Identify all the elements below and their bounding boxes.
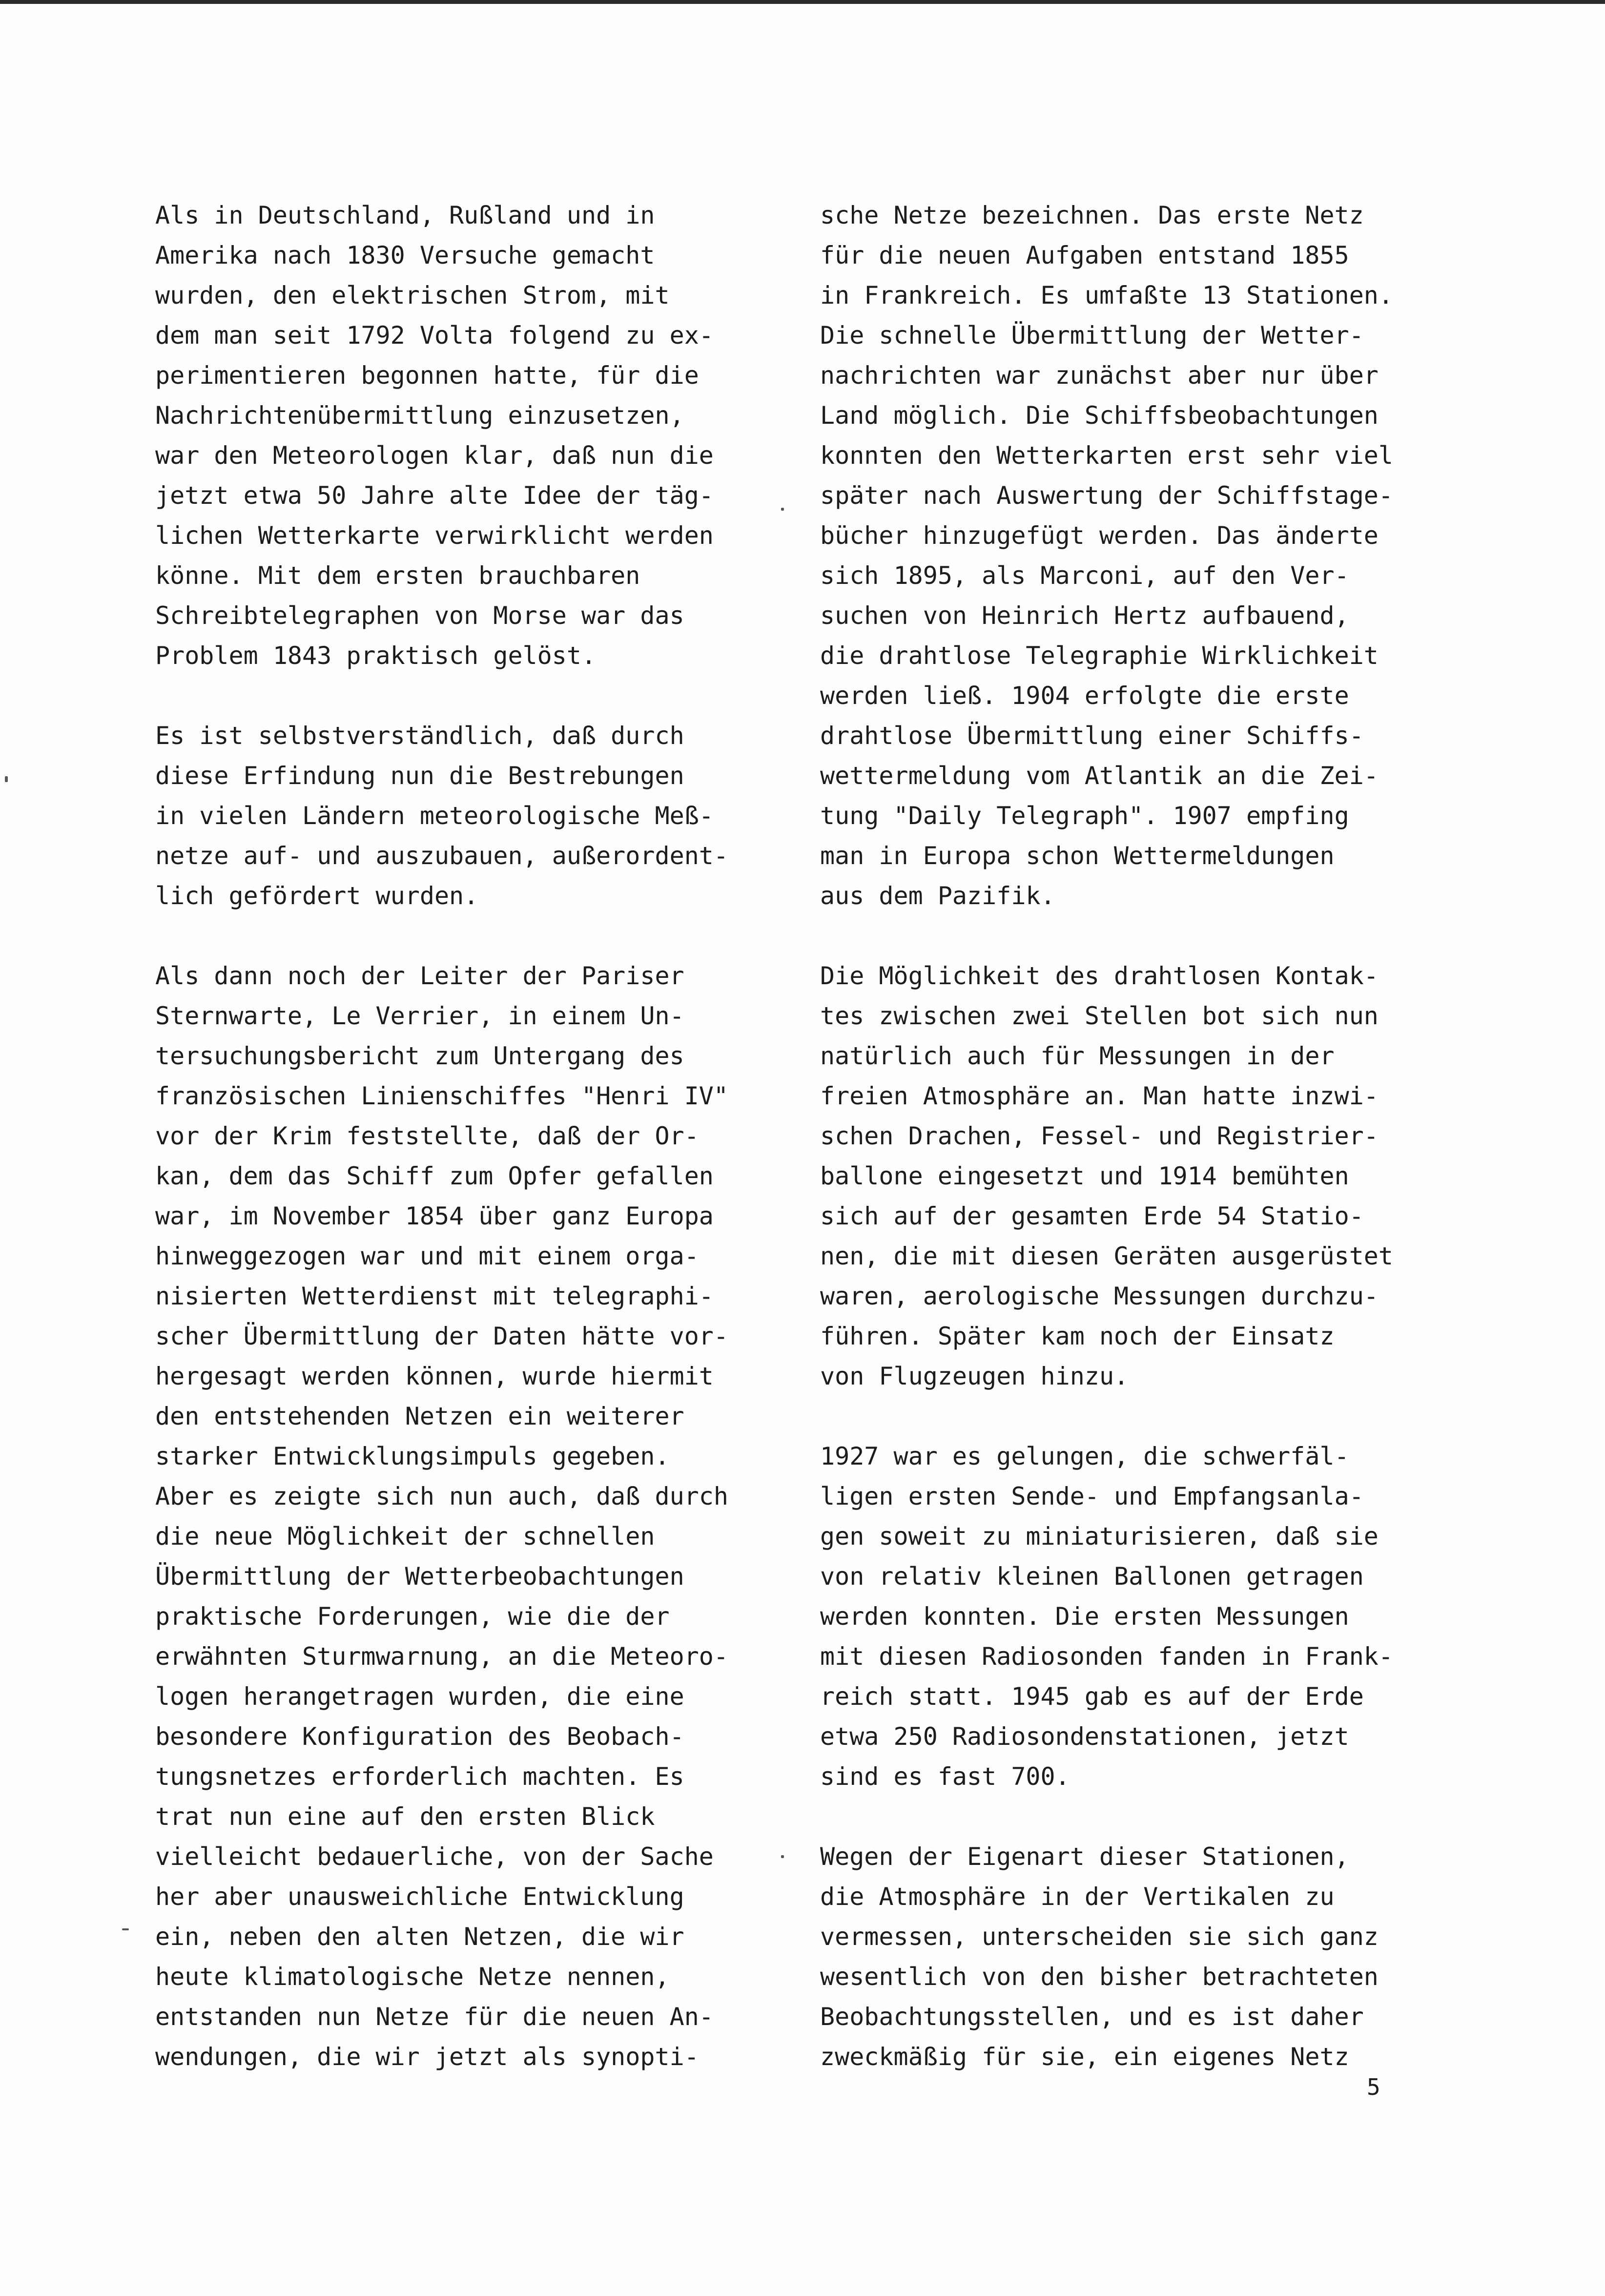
scan-speck xyxy=(781,1855,784,1858)
text-line: besondere Konfiguration des Beobach- xyxy=(155,1722,684,1751)
text-line: reich statt. 1945 gab es auf der Erde xyxy=(820,1682,1364,1711)
text-line: Die Möglichkeit des drahtlosen Kontak- xyxy=(820,962,1379,990)
text-line: Als dann noch der Leiter der Pariser xyxy=(155,962,684,990)
text-line: lichen Wetterkarte verwirklicht werden xyxy=(155,521,714,550)
text-line: war den Meteorologen klar, daß nun die xyxy=(155,441,714,470)
text-line: werden konnten. Die ersten Messungen xyxy=(820,1602,1349,1631)
text-line: Amerika nach 1830 Versuche gemacht xyxy=(155,241,655,269)
text-line: tersuchungsbericht zum Untergang des xyxy=(155,1042,684,1070)
text-line: vielleicht bedauerliche, von der Sache xyxy=(155,1842,714,1871)
text-line: sche Netze bezeichnen. Das erste Netz xyxy=(820,201,1364,229)
text-line: drahtlose Übermittlung einer Schiffs- xyxy=(820,722,1364,750)
text-line: nachrichten war zunächst aber nur über xyxy=(820,361,1379,390)
text-line: sind es fast 700. xyxy=(820,1762,1070,1791)
text-line: Wegen der Eigenart dieser Stationen, xyxy=(820,1842,1349,1871)
text-line: die drahtlose Telegraphie Wirklichkeit xyxy=(820,641,1379,670)
text-line: bücher hinzugefügt werden. Das änderte xyxy=(820,521,1379,550)
text-line: französischen Linienschiffes "Henri IV" xyxy=(155,1082,728,1110)
text-line: vermessen, unterscheiden sie sich ganz xyxy=(820,1923,1379,1951)
text-line: suchen von Heinrich Hertz aufbauend, xyxy=(820,601,1349,630)
text-line: kan, dem das Schiff zum Opfer gefallen xyxy=(155,1162,714,1190)
text-line: Nachrichtenübermittlung einzusetzen, xyxy=(155,401,684,430)
paragraph-gap xyxy=(820,1797,1469,1837)
scan-top-edge xyxy=(0,0,1605,4)
text-line: führen. Später kam noch der Einsatz xyxy=(820,1322,1335,1350)
text-line: entstanden nun Netze für die neuen An- xyxy=(155,2003,714,2031)
text-line: 1927 war es gelungen, die schwerfäl- xyxy=(820,1442,1349,1470)
text-line: hinweggezogen war und mit einem orga- xyxy=(155,1242,699,1270)
text-line: könne. Mit dem ersten brauchbaren xyxy=(155,561,640,590)
scan-speck xyxy=(781,508,784,511)
text-line: man in Europa schon Wettermeldungen xyxy=(820,842,1335,870)
text-line: Als in Deutschland, Rußland und in xyxy=(155,201,655,229)
text-line: hergesagt werden können, wurde hiermit xyxy=(155,1362,714,1390)
text-line: heute klimatologische Netze nennen, xyxy=(155,1963,670,1991)
text-line: natürlich auch für Messungen in der xyxy=(820,1042,1335,1070)
text-line: von relativ kleinen Ballonen getragen xyxy=(820,1562,1364,1591)
text-line: in Frankreich. Es umfaßte 13 Stationen. xyxy=(820,281,1393,310)
text-line: etwa 250 Radiosondenstationen, jetzt xyxy=(820,1722,1349,1751)
text-line: diese Erfindung nun die Bestrebungen xyxy=(155,762,684,790)
text-line: nen, die mit diesen Geräten ausgerüstet xyxy=(820,1242,1393,1270)
paragraph-gap xyxy=(155,676,804,716)
text-line: den entstehenden Netzen ein weiterer xyxy=(155,1402,684,1430)
text-line: tung "Daily Telegraph". 1907 empfing xyxy=(820,802,1349,830)
text-line: die neue Möglichkeit der schnellen xyxy=(155,1522,655,1551)
text-line: perimentieren begonnen hatte, für die xyxy=(155,361,699,390)
paragraph xyxy=(820,956,1469,1396)
text-line: tungsnetzes erforderlich machten. Es xyxy=(155,1762,684,1791)
paragraph xyxy=(155,195,804,676)
text-line: zweckmäßig für sie, ein eigenes Netz xyxy=(820,2043,1349,2071)
text-line: ligen ersten Sende- und Empfangsanla- xyxy=(820,1482,1364,1510)
text-line: logen herangetragen wurden, die eine xyxy=(155,1682,684,1711)
text-line: aus dem Pazifik. xyxy=(820,882,1055,910)
text-line: Land möglich. Die Schiffsbeobachtungen xyxy=(820,401,1379,430)
text-line: schen Drachen, Fessel- und Registrier- xyxy=(820,1122,1379,1150)
text-line: Es ist selbstverständlich, daß durch xyxy=(155,722,684,750)
left-text-column xyxy=(155,195,804,2077)
text-line: starker Entwicklungsimpuls gegeben. xyxy=(155,1442,670,1470)
text-line: netze auf- und auszubauen, außerordent- xyxy=(155,842,728,870)
text-line: sich 1895, als Marconi, auf den Ver- xyxy=(820,561,1349,590)
text-line: ein, neben den alten Netzen, die wir xyxy=(155,1923,684,1951)
text-line: werden ließ. 1904 erfolgte die erste xyxy=(820,682,1349,710)
text-line: trat nun eine auf den ersten Blick xyxy=(155,1802,655,1831)
text-line: jetzt etwa 50 Jahre alte Idee der täg- xyxy=(155,481,714,510)
text-line: scher Übermittlung der Daten hätte vor- xyxy=(155,1322,728,1350)
text-line: mit diesen Radiosonden fanden in Frank- xyxy=(820,1642,1393,1671)
text-line: Schreibtelegraphen von Morse war das xyxy=(155,601,684,630)
paragraph xyxy=(820,195,1469,916)
text-line: vor der Krim feststellte, daß der Or- xyxy=(155,1122,699,1150)
text-line: von Flugzeugen hinzu. xyxy=(820,1362,1129,1390)
text-line: freien Atmosphäre an. Man hatte inzwi- xyxy=(820,1082,1379,1110)
text-line: ballone eingesetzt und 1914 bemühten xyxy=(820,1162,1349,1190)
text-line: Sternwarte, Le Verrier, in einem Un- xyxy=(155,1002,684,1030)
text-line: gen soweit zu miniaturisieren, daß sie xyxy=(820,1522,1379,1551)
text-line: wurden, den elektrischen Strom, mit xyxy=(155,281,670,310)
paragraph-gap xyxy=(820,1396,1469,1436)
text-line: war, im November 1854 über ganz Europa xyxy=(155,1202,714,1230)
text-line: konnten den Wetterkarten erst sehr viel xyxy=(820,441,1393,470)
text-line: her aber unausweichliche Entwicklung xyxy=(155,1882,684,1911)
text-line: später nach Auswertung der Schiffstage- xyxy=(820,481,1393,510)
scan-speck xyxy=(122,1928,129,1930)
text-line: Die schnelle Übermittlung der Wetter- xyxy=(820,321,1364,350)
text-line: praktische Forderungen, wie die der xyxy=(155,1602,670,1631)
text-line: tes zwischen zwei Stellen bot sich nun xyxy=(820,1002,1379,1030)
text-line: für die neuen Aufgaben entstand 1855 xyxy=(820,241,1349,269)
text-line: sich auf der gesamten Erde 54 Statio- xyxy=(820,1202,1364,1230)
text-line: dem man seit 1792 Volta folgend zu ex- xyxy=(155,321,714,350)
paragraph xyxy=(155,716,804,916)
text-line: erwähnten Sturmwarnung, an die Meteoro- xyxy=(155,1642,728,1671)
text-line: in vielen Ländern meteorologische Meß- xyxy=(155,802,714,830)
scan-speck xyxy=(5,776,8,782)
text-line: Aber es zeigte sich nun auch, daß durch xyxy=(155,1482,728,1510)
text-line: Beobachtungsstellen, und es ist daher xyxy=(820,2003,1364,2031)
text-line: lich gefördert wurden. xyxy=(155,882,479,910)
right-text-column xyxy=(820,195,1469,2077)
text-line: wendungen, die wir jetzt als synopti- xyxy=(155,2043,699,2071)
paragraph xyxy=(155,956,804,2077)
text-line: die Atmosphäre in der Vertikalen zu xyxy=(820,1882,1335,1911)
text-line: wesentlich von den bisher betrachteten xyxy=(820,1963,1379,1991)
paragraph-gap xyxy=(155,916,804,956)
page-number: 5 xyxy=(1367,2074,1380,2100)
paragraph xyxy=(820,1837,1469,2077)
text-line: Problem 1843 praktisch gelöst. xyxy=(155,641,597,670)
text-line: wettermeldung vom Atlantik an die Zei- xyxy=(820,762,1379,790)
text-line: Übermittlung der Wetterbeobachtungen xyxy=(155,1562,684,1591)
text-line: nisierten Wetterdienst mit telegraphi- xyxy=(155,1282,714,1310)
text-line: waren, aerologische Messungen durchzu- xyxy=(820,1282,1379,1310)
paragraph-gap xyxy=(820,916,1469,956)
paragraph xyxy=(820,1436,1469,1797)
